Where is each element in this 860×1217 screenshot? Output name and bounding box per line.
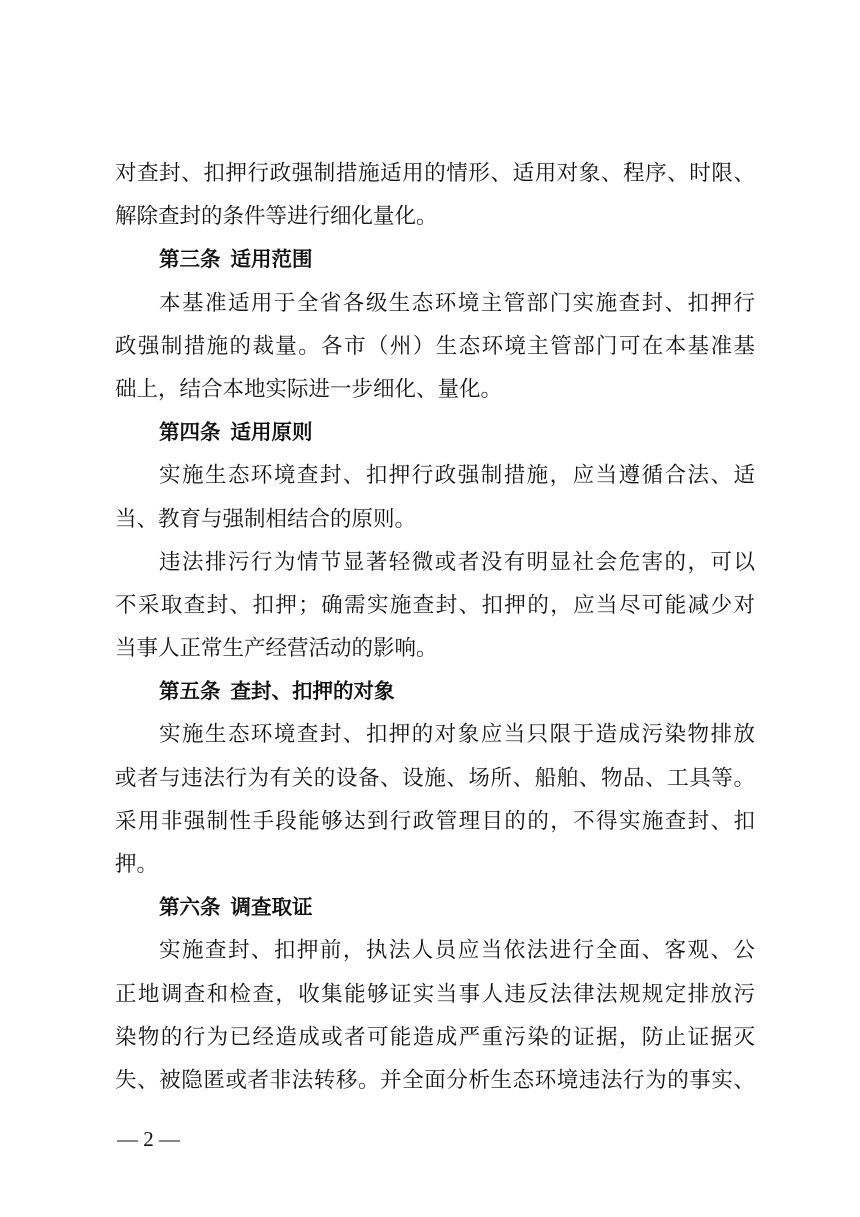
article-title: 适用范围 — [230, 247, 313, 272]
body-line: 础上，结合本地实际进一步细化、量化。 — [115, 376, 503, 402]
article-heading — [115, 238, 755, 281]
body-line: 染物的行为已经造成或者可能造成严重污染的证据，防止证据灭 — [115, 1024, 755, 1050]
body-line: 当事人正常生产经营活动的影响。 — [115, 636, 438, 662]
article-heading — [115, 670, 755, 713]
article-title: 适用原则 — [230, 420, 313, 445]
article-heading — [115, 411, 755, 454]
body-line: 失、被隐匿或者非法转移。并全面分析生态环境违法行为的事实、 — [115, 1067, 755, 1093]
body-line: 政强制措施的裁量。各市（州）生态环境主管部门可在本基准基 — [115, 333, 755, 359]
article-number: 第四条 — [159, 420, 221, 445]
article-number: 第五条 — [159, 679, 221, 704]
body-line: 实施查封、扣押前，执法人员应当依法进行全面、客观、公 — [159, 938, 755, 964]
body-line: 或者与违法行为有关的设备、设施、场所、船舶、物品、工具等。 — [115, 765, 755, 791]
body-line: 实施生态环境查封、扣押的对象应当只限于造成污染物排放 — [159, 722, 755, 748]
article-title: 调查取证 — [230, 895, 313, 920]
article-heading — [115, 886, 755, 929]
body-line: 违法排污行为情节显著轻微或者没有明显社会危害的，可以 — [159, 549, 755, 575]
body-line: 解除查封的条件等进行细化量化。 — [115, 204, 438, 230]
body-line: 不采取查封、扣押；确需实施查封、扣押的，应当尽可能减少对 — [115, 592, 755, 618]
body-line: 当、教育与强制相结合的原则。 — [115, 506, 417, 532]
article-number: 第三条 — [159, 247, 221, 272]
article-title: 查封、扣押的对象 — [230, 679, 395, 704]
body-line: 正地调查和检查，收集能够证实当事人违反法律法规规定排放污 — [115, 981, 755, 1007]
body-line: 实施生态环境查封、扣押行政强制措施，应当遵循合法、适 — [159, 463, 755, 489]
body-line: 对查封、扣押行政强制措施适用的情形、适用对象、程序、时限、 — [115, 161, 755, 186]
body-line: 押。 — [115, 852, 159, 877]
page-number: — 2 — — [117, 1127, 180, 1151]
body-line: 采用非强制性手段能够达到行政管理目的的，不得实施查封、扣 — [115, 808, 755, 834]
body-line: 本基准适用于全省各级生态环境主管部门实施查封、扣押行 — [159, 290, 755, 316]
document-body — [115, 152, 755, 1102]
article-number: 第六条 — [159, 895, 221, 920]
